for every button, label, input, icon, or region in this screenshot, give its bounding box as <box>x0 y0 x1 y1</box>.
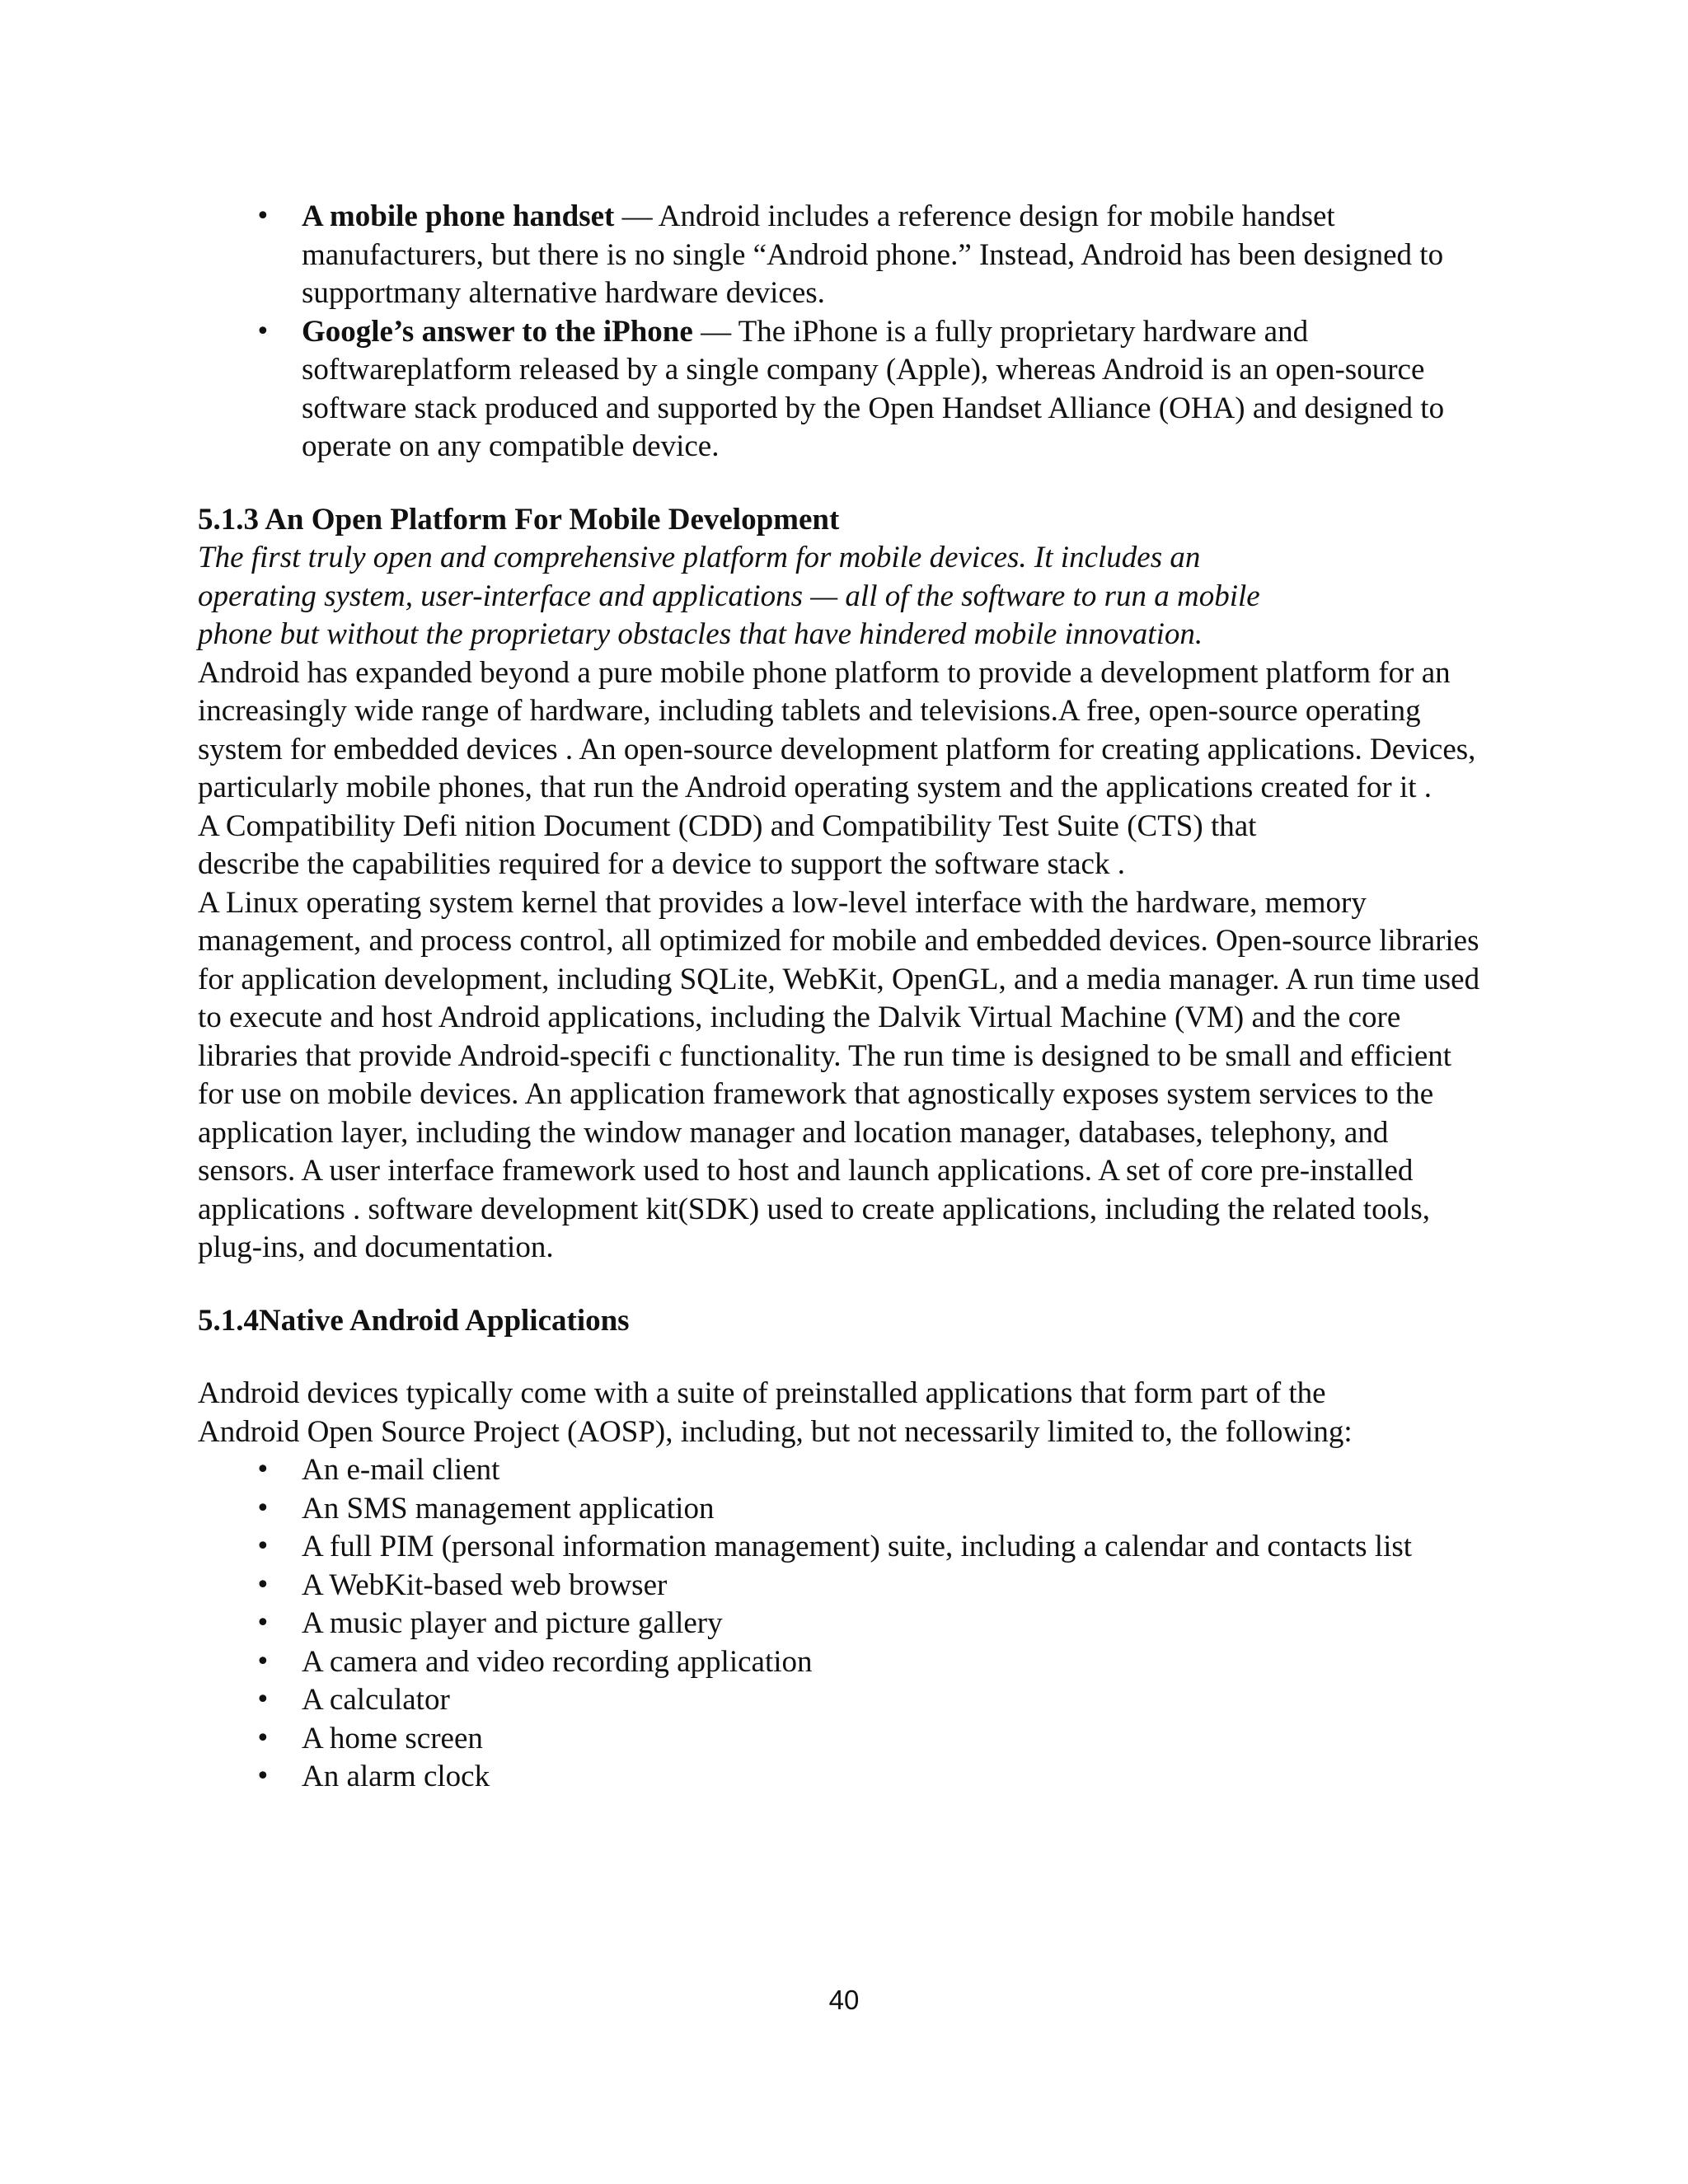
list-item <box>198 1758 1484 1797</box>
bullet-icon: • <box>256 1762 270 1791</box>
bullet-icon: • <box>256 1723 270 1753</box>
bullet-icon: • <box>256 1647 270 1676</box>
list-item-text: A music player and picture gallery <box>302 1606 723 1640</box>
paragraph: A Compatibility Defi nition Document (CDD) and Compatibility Test Suite (CTS) that describe the capabilities required for a device to support the software stack . <box>198 808 1257 881</box>
native-apps-list <box>198 1451 1484 1797</box>
section-heading-5-1-4: 5.1.4Native Android Applications <box>198 1303 630 1338</box>
list-item <box>198 1567 1484 1605</box>
top-bullet-list <box>198 198 1484 466</box>
list-item-text: An SMS management application <box>302 1491 715 1526</box>
bullet-icon: • <box>256 1609 270 1638</box>
section-heading-5-1-3: 5.1.3 An Open Platform For Mobile Development <box>198 502 840 537</box>
list-item <box>198 1720 1484 1759</box>
list-item <box>198 1643 1484 1682</box>
page-content <box>198 198 1484 1797</box>
list-item <box>198 1490 1484 1529</box>
bullet-icon: • <box>256 1685 270 1714</box>
list-item-term: Google’s answer to the iPhone <box>302 314 693 349</box>
list-item <box>198 313 1554 466</box>
list-item-term: A mobile phone handset <box>302 199 615 233</box>
bullet-icon: • <box>256 316 270 346</box>
list-item-description: — The iPhone is a fully proprietary hardware and softwareplatform released by a single company (Apple), whereas Android is an open-source software stack produced and supported by the Open Handset Alliance (OHA) and designed to operate on any compatible device. <box>302 314 1445 463</box>
list-item <box>198 198 1554 313</box>
list-item <box>198 1451 1484 1490</box>
bullet-icon: • <box>256 1570 270 1600</box>
list-item <box>198 1681 1484 1720</box>
list-item-text <box>302 313 1447 466</box>
list-item-text: An e-mail client <box>302 1453 500 1487</box>
list-item-text: A WebKit-based web browser <box>302 1568 668 1602</box>
list-item-text: A full PIM (personal information management) suite, including a calendar and contacts list <box>302 1530 1413 1563</box>
list-item-text: A camera and video recording application <box>302 1644 813 1679</box>
bullet-icon: • <box>256 202 270 231</box>
list-item-description: — Android includes a reference design for mobile handset manufacturers, but there is no single “Android phone.” Instead, Android has been designed to supportmany alternative hardware devices. <box>302 199 1444 310</box>
paragraph: Android has expanded beyond a pure mobile phone platform to provide a development platform for an increasingly wide range of hardware, including tablets and televisions.A free, open-source operating system for embedded devices . An open-source development platform for creating applications. Devices, particularly mobile phones, that run the Android operating system and the applications created for it . <box>198 655 1476 804</box>
list-item-text: A calculator <box>302 1683 450 1717</box>
list-item <box>198 1605 1484 1643</box>
list-item <box>198 1528 1484 1567</box>
paragraph: Android devices typically come with a suite of preinstalled applications that form part of the Android Open Source Project (AOSP), including, but not necessarily limited to, the following: <box>198 1376 1353 1449</box>
list-item-text <box>302 198 1447 313</box>
page-number: 40 <box>828 1985 860 2015</box>
list-item-text: A home screen <box>302 1721 483 1755</box>
bullet-icon: • <box>256 1532 270 1561</box>
bullet-icon: • <box>256 1455 270 1484</box>
list-item-text: An alarm clock <box>302 1760 490 1793</box>
bullet-icon: • <box>256 1493 270 1523</box>
paragraph: A Linux operating system kernel that provides a low-level interface with the hardware, memory management, and process control, all optimized for mobile and embedded devices. Open-source libraries for application development, including SQLite, WebKit, OpenGL, and a media manager. A run time used to execute and host Android applications, including the Dalvik Virtual Machine (VM) and the core libraries that provide Android-specifi c functionality. The run time is designed to be small and efficient for use on mobile devices. An application framework that agnostically exposes system services to the application layer, including the window manager and location manager, databases, telephony, and sensors. A user interface framework used to host and launch applications. A set of core pre-installed applications . software development kit(SDK) used to create applications, including the related tools, plug-ins, and documentation. <box>198 885 1480 1264</box>
section-intro-italic: The first truly open and comprehensive platform for mobile devices. It includes an operating system, user-interface and applications — all of the software to run a mobile phone but without the proprietary obstacles that have hindered mobile innovation. <box>198 541 1260 651</box>
